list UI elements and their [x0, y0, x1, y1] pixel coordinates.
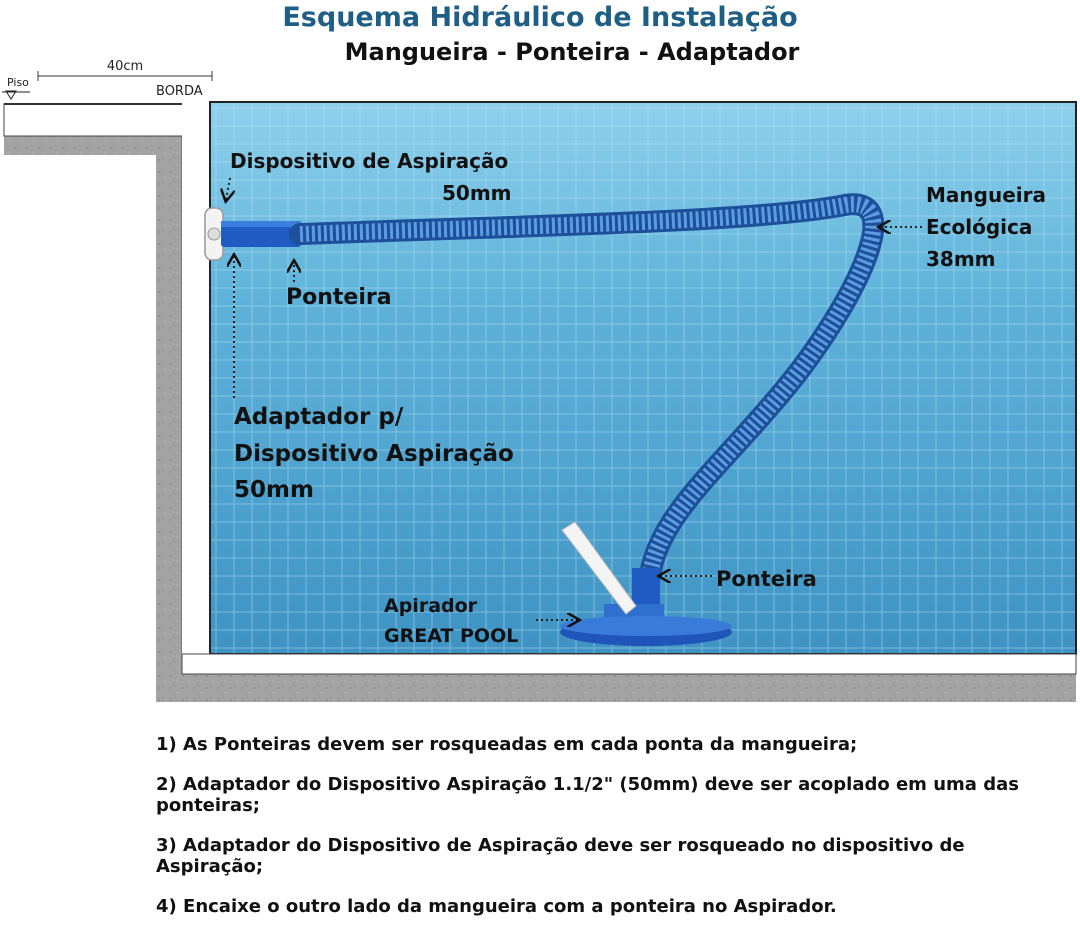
dimension-width-label: 40cm — [106, 59, 144, 74]
label-mangueira-3: 38mm — [926, 247, 996, 271]
label-adaptador-3: 50mm — [234, 477, 314, 503]
label-apirador-2: GREAT POOL — [384, 625, 519, 647]
label-mangueira-2: Ecológica — [926, 215, 1033, 239]
instructions-list — [156, 734, 1076, 936]
diagram-subtitle: Mangueira - Ponteira - Adaptador — [344, 38, 800, 66]
instruction-item: 1) As Ponteiras devem ser rosqueadas em cada ponta da mangueira; — [156, 734, 858, 755]
label-ponteira-top: Ponteira — [286, 285, 392, 310]
diagram-title: Esquema Hidráulico de Instalação — [282, 2, 798, 33]
label-dispositivo-1: Dispositivo de Aspiração — [230, 149, 509, 173]
label-mangueira-1: Mangueira — [926, 183, 1046, 207]
instruction-item: 2) Adaptador do Dispositivo Aspiração 1.1/2" (50mm) deve ser acoplado em uma das ponteiras; — [156, 774, 1019, 816]
label-adaptador-2: Dispositivo Aspiração — [234, 441, 514, 467]
label-apirador-1: Apirador — [384, 595, 478, 617]
suction-device-icon — [205, 208, 223, 260]
piso-label: Piso — [7, 76, 29, 89]
instruction-item: 4) Encaixe o outro lado da mangueira com a ponteira no Aspirador. — [156, 896, 837, 917]
instruction-item: 3) Adaptador do Dispositivo de Aspiração deve ser rosqueado no dispositivo de Aspiração; — [156, 835, 965, 877]
label-adaptador-1: Adaptador p/ — [234, 404, 404, 430]
label-ponteira-bottom: Ponteira — [716, 567, 817, 591]
label-dispositivo-2: 50mm — [442, 181, 512, 205]
dimension-40cm — [38, 59, 212, 81]
borda-label: BORDA — [156, 84, 203, 99]
piso-level-icon — [2, 76, 30, 99]
